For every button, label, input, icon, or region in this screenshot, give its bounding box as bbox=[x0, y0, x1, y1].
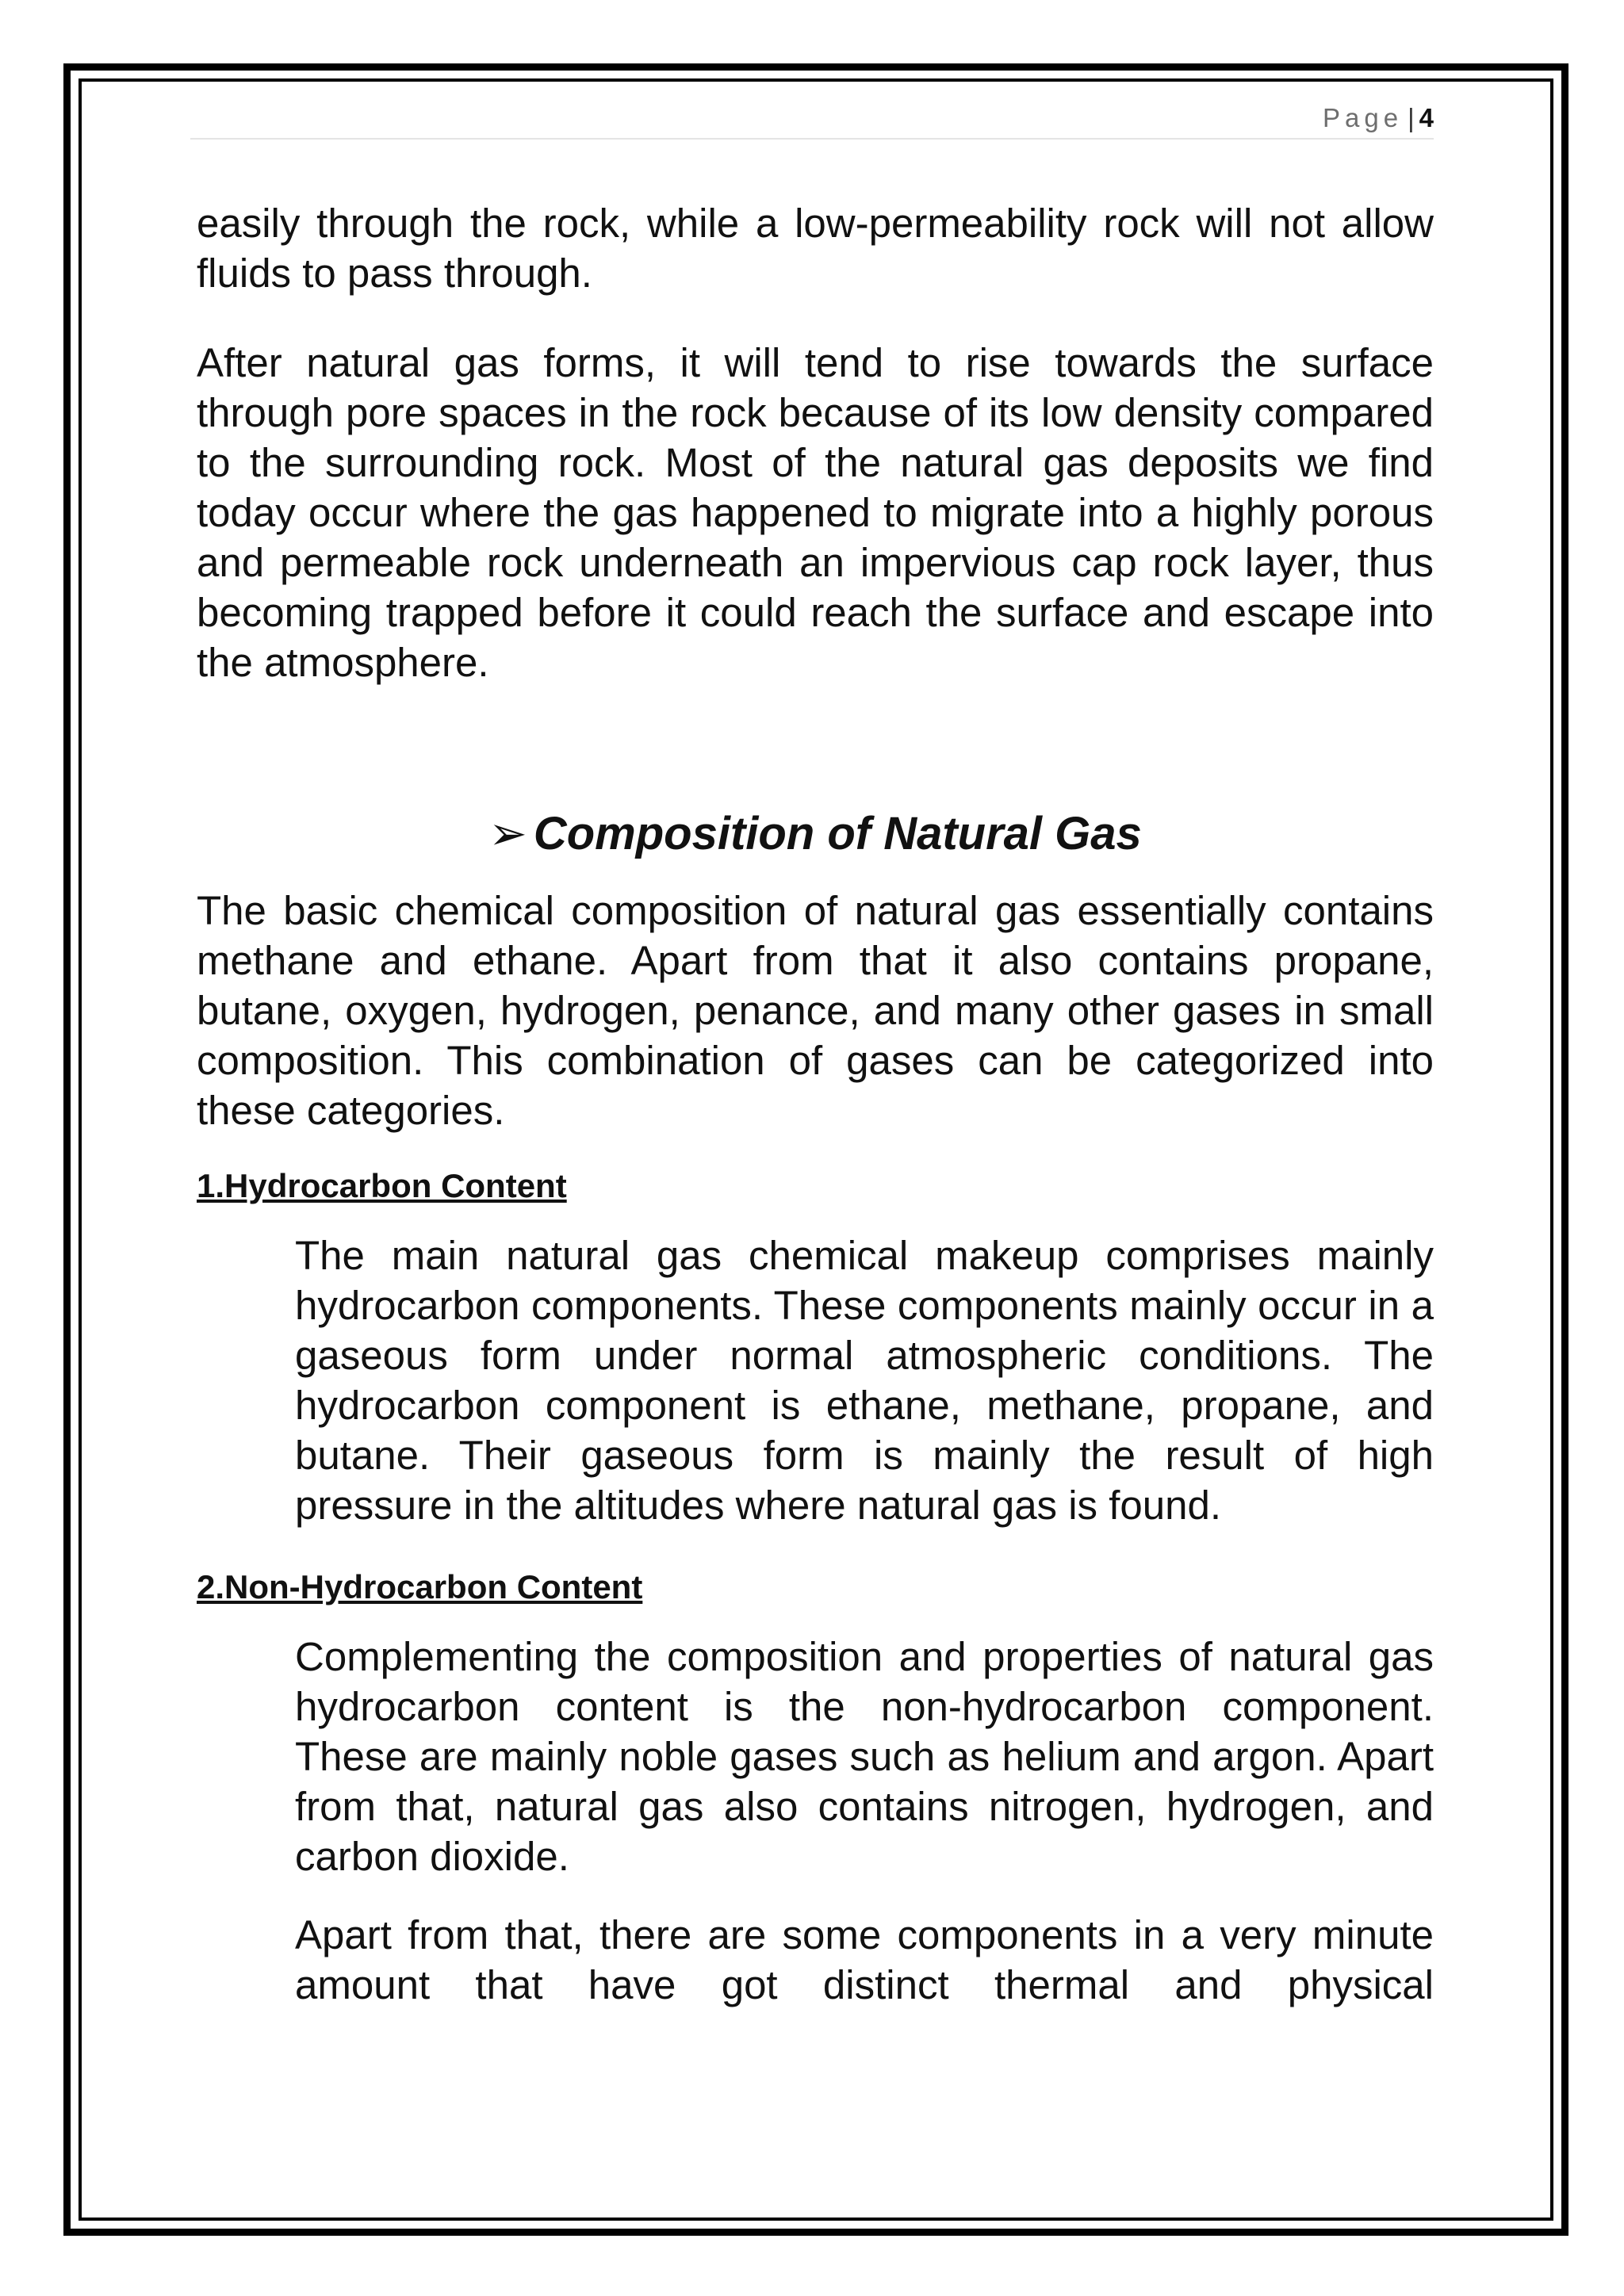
page-label: Page bbox=[1322, 103, 1404, 132]
paragraph-gas-migration: After natural gas forms, it will tend to rise towards the surface through pore spaces in the rock because of its low density compared to the surrounding rock. Most of the natural gas deposits we find today occur where the gas happened to migrate into a highly porous and permeable rock underneath an impervious cap rock layer, thus becoming trapped before it could reach the surface and escape into the atmosphere. bbox=[197, 340, 1434, 685]
page-number: 4 bbox=[1419, 103, 1434, 132]
section-heading bbox=[197, 806, 1434, 862]
page-header bbox=[190, 98, 1434, 140]
subsection-paragraph-hydrocarbon: The main natural gas chemical makeup comprises mainly hydrocarbon components. These components mainly occur in a gaseous form under normal atmospheric conditions. The hydrocarbon component is ethane, methane, propane, and butane. Their gaseous form is mainly the result of high pressure in the altitudes where natural gas is found. bbox=[295, 1233, 1434, 1528]
paragraph-continued: easily through the rock, while a low-permeability rock will not allow fluids to pass through. bbox=[197, 201, 1434, 296]
page-separator: | bbox=[1408, 103, 1415, 132]
subsection-paragraph-non-hydrocarbon: Complementing the composition and properties of natural gas hydrocarbon content is the non-hydrocarbon component. These are mainly noble gases such as helium and argon. Apart from that, natural gas also contains nitrogen, hydrogen, and carbon dioxide. bbox=[295, 1634, 1434, 1879]
subsection-title-hydrocarbon: 1.Hydrocarbon Content bbox=[197, 1167, 567, 1204]
section-intro-paragraph: The basic chemical composition of natural gas essentially contains methane and ethane. Apart from that it also contains propane, butane, oxygen, hydrogen, penance, and many other gases in small composition. This combination of gases can be categorized into these categories. bbox=[197, 888, 1434, 1133]
subsection-paragraph-minute-components: Apart from that, there are some components in a very minute amount that have got distinct thermal and physical bbox=[295, 1912, 1434, 2007]
page-content bbox=[197, 198, 1434, 2010]
section-title: Composition of Natural Gas bbox=[533, 808, 1142, 859]
arrowhead-bullet-icon: ➢ bbox=[488, 808, 527, 859]
subsection-title-non-hydrocarbon: 2.Non-Hydrocarbon Content bbox=[197, 1568, 643, 1605]
